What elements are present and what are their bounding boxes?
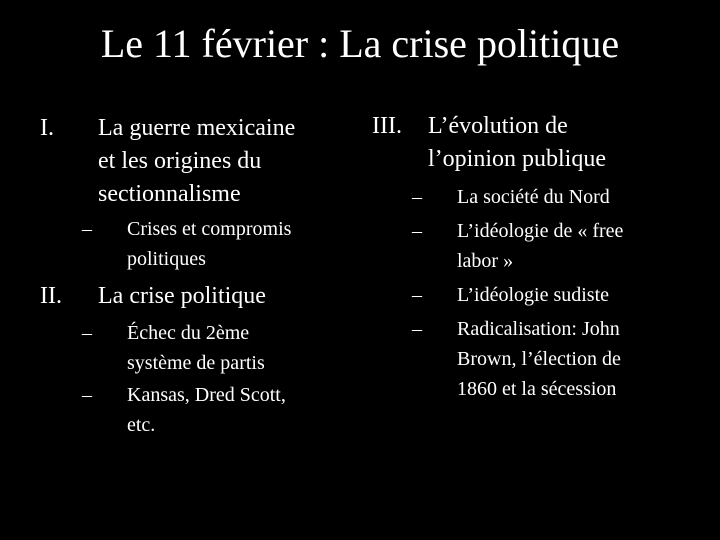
section-2-bullet (82, 380, 342, 440)
bullet-dash: – (82, 218, 92, 240)
bullet-dash: – (412, 284, 422, 306)
section-1-bullet (82, 214, 342, 274)
bullet-text: Échec du 2ème système de partis (127, 322, 265, 374)
bullet-dash: – (82, 384, 92, 406)
section-1-heading (40, 112, 340, 212)
section-2-heading (40, 280, 340, 314)
bullet-text: Crises et compromis politiques (127, 218, 292, 270)
section-1-heading-text: La guerre mexicaine et les origines du sectionnalisme (98, 115, 296, 207)
bullet-dash: – (82, 322, 92, 344)
bullet-text: L’idéologie sudiste (457, 284, 610, 306)
section-3-bullet (412, 280, 682, 310)
bullet-text: Radicalisation: John Brown, l’élection de 1860 et la sécession (457, 318, 621, 400)
bullet-text: La société du Nord (457, 186, 610, 208)
section-1-number: I. (40, 115, 54, 141)
section-3-bullet (412, 216, 682, 276)
section-3-bullet (412, 182, 682, 212)
section-2-bullet (82, 318, 342, 378)
section-3-number: III. (372, 113, 402, 139)
section-3-heading-text: L’évolution de l’opinion publique (428, 113, 606, 172)
bullet-text: L’idéologie de « free labor » (457, 220, 624, 272)
bullet-dash: – (412, 220, 422, 242)
section-2-heading-text: La crise politique (98, 283, 266, 309)
bullet-text: Kansas, Dred Scott, etc. (127, 384, 286, 436)
section-3-heading (372, 110, 692, 178)
section-3-bullet (412, 314, 682, 404)
section-2-number: II. (40, 283, 62, 309)
bullet-dash: – (412, 186, 422, 208)
slide-title: Le 11 février : La crise politique (100, 21, 620, 66)
bullet-dash: – (412, 318, 422, 340)
